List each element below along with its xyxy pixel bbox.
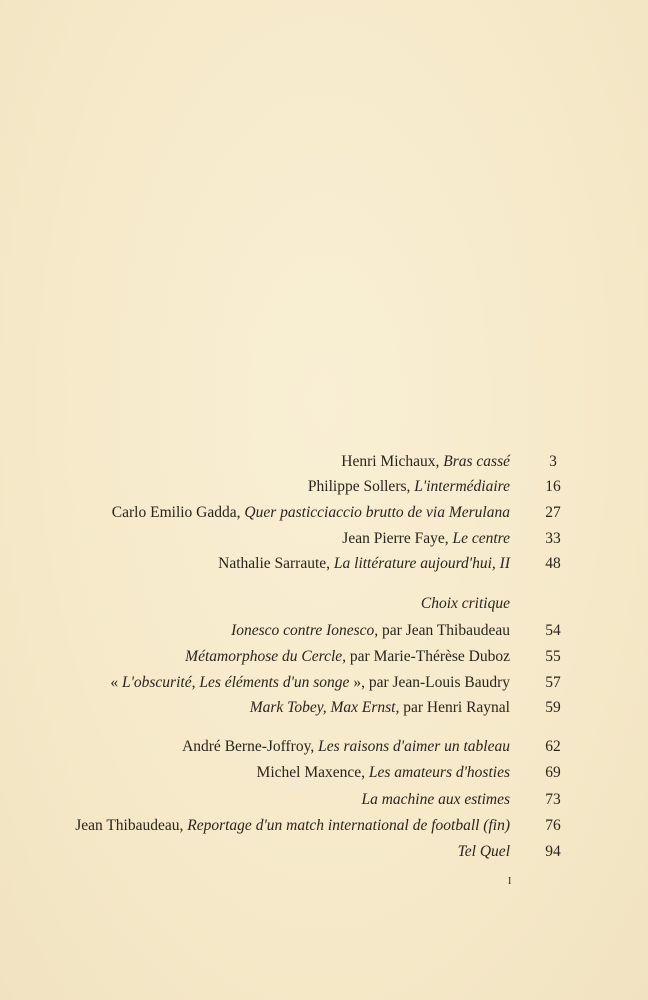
toc-title: Les raisons d'aimer un tableau bbox=[318, 738, 510, 755]
toc-author: Philippe Sollers, bbox=[307, 478, 415, 495]
toc-page-number: 3 bbox=[549, 453, 557, 470]
toc-title: Ionesco contre Ionesco, bbox=[231, 622, 379, 639]
toc-page-number: 55 bbox=[545, 648, 561, 665]
toc-page-number: 69 bbox=[545, 764, 561, 781]
toc-title: La littérature aujourd'hui, II bbox=[333, 555, 510, 572]
toc-page-number: 16 bbox=[545, 478, 561, 495]
page-folio: I bbox=[508, 876, 512, 887]
toc-entry-text bbox=[110, 671, 510, 695]
toc-title: L'intermédiaire bbox=[414, 478, 510, 495]
toc-title: Mark Tobey, Max Ernst, bbox=[249, 699, 400, 716]
toc-entry-text bbox=[231, 619, 510, 643]
toc-entry-text bbox=[112, 501, 510, 525]
toc-entry-text bbox=[75, 814, 510, 838]
toc-entry-text bbox=[182, 735, 510, 759]
section-heading bbox=[0, 592, 648, 616]
toc-entry bbox=[0, 788, 648, 812]
toc-entry-text bbox=[257, 761, 510, 785]
toc-author: Jean Thibaudeau, bbox=[75, 817, 188, 834]
toc-author: par Marie-Thérèse Duboz bbox=[346, 648, 510, 665]
toc-title: Reportage d'un match international de football (fin) bbox=[187, 817, 510, 834]
toc-entry-text bbox=[308, 475, 510, 499]
toc-entry bbox=[0, 671, 648, 695]
toc-author: », par Jean-Louis Baudry bbox=[349, 674, 510, 691]
toc-page-number: 62 bbox=[545, 738, 561, 755]
toc-author: Carlo Emilio Gadda, bbox=[111, 504, 245, 521]
toc-entry bbox=[0, 645, 648, 669]
toc-entry bbox=[0, 696, 648, 720]
toc-quote-open: « bbox=[110, 674, 122, 691]
toc-entry bbox=[0, 761, 648, 785]
toc-entry-text bbox=[361, 788, 510, 812]
toc-entry-text bbox=[342, 527, 510, 551]
toc-entry bbox=[0, 552, 648, 576]
toc-entry-text bbox=[218, 552, 510, 576]
toc-title: Tel Quel bbox=[457, 843, 510, 860]
toc-page-number: 73 bbox=[545, 791, 561, 808]
toc-page-number: 27 bbox=[545, 504, 561, 521]
section-heading-text: Choix critique bbox=[420, 595, 510, 612]
toc-author: Nathalie Sarraute, bbox=[218, 555, 334, 572]
toc-entry bbox=[0, 619, 648, 643]
toc-author: par Henri Raynal bbox=[399, 699, 510, 716]
toc-title: La machine aux estimes bbox=[361, 791, 510, 808]
toc-page-number: 33 bbox=[545, 530, 561, 547]
toc-page-number: 59 bbox=[545, 699, 561, 716]
toc-author: par Jean Thibaudeau bbox=[378, 622, 510, 639]
toc-page-number: 94 bbox=[545, 843, 561, 860]
toc-title: Bras cassé bbox=[443, 453, 510, 470]
toc-title: Les amateurs d'hosties bbox=[368, 764, 510, 781]
toc-page-number: 54 bbox=[545, 622, 561, 639]
toc-author: Michel Maxence, bbox=[256, 764, 369, 781]
toc-title: Le centre bbox=[452, 530, 510, 547]
toc-entry bbox=[0, 475, 648, 499]
toc-author: Jean Pierre Faye, bbox=[342, 530, 453, 547]
toc-author: Henri Michaux, bbox=[341, 453, 444, 470]
toc-entry-text bbox=[185, 645, 510, 669]
toc-title: Métamorphose du Cercle, bbox=[185, 648, 347, 665]
toc-entry bbox=[0, 450, 648, 474]
toc-title: Quer pasticciaccio brutto de via Merulana bbox=[244, 504, 510, 521]
toc-entry-text bbox=[458, 840, 510, 864]
toc-page-number: 57 bbox=[545, 674, 561, 691]
toc-entry bbox=[0, 814, 648, 838]
toc-page-number: 76 bbox=[545, 817, 561, 834]
toc-page-number: 48 bbox=[545, 555, 561, 572]
toc-entry bbox=[0, 501, 648, 525]
toc-entry bbox=[0, 840, 648, 864]
toc-entry bbox=[0, 527, 648, 551]
toc-entry-text bbox=[341, 450, 510, 474]
toc-entry-text bbox=[250, 696, 510, 720]
toc-author: André Berne-Joffroy, bbox=[182, 738, 319, 755]
toc-entry bbox=[0, 735, 648, 759]
toc-title: L'obscurité, Les éléments d'un songe bbox=[121, 674, 350, 691]
